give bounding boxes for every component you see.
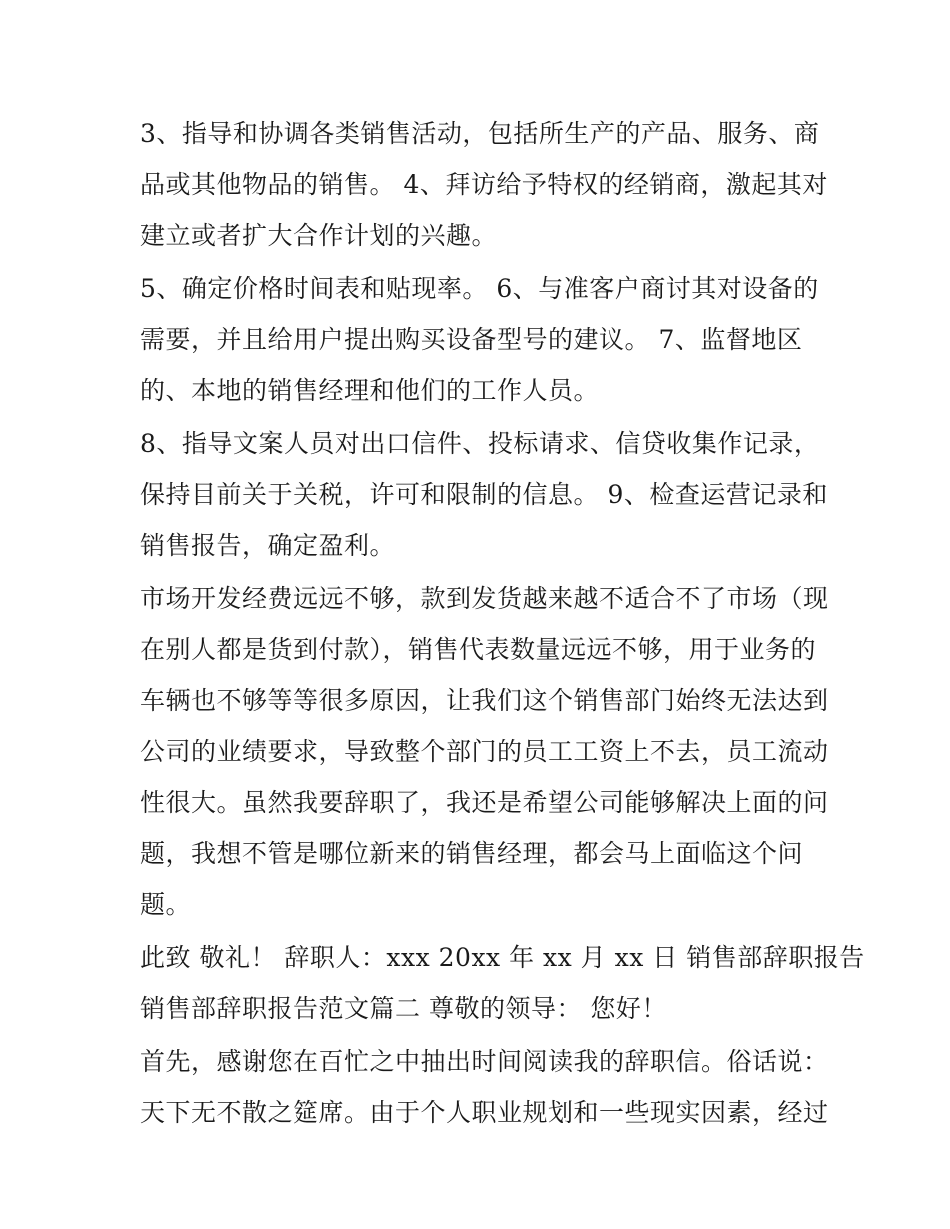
text-line: 的、本地的销售经理和他们的工作人员。 [140, 376, 600, 405]
document-body [140, 108, 865, 1138]
text-line: 题，我想不管是哪位新来的销售经理，都会马上面临这个问 [140, 839, 804, 868]
text-line: 在别人都是货到付款），销售代表数量远远不够，用于业务的 [140, 635, 817, 664]
text-line: 5、确定价格时间表和贴现率。 6、与准客户商讨其对设备的 [140, 274, 819, 303]
text-line: 性很大。虽然我要辞职了，我还是希望公司能够解决上面的问 [140, 788, 829, 817]
paragraph-second-letter-intro [140, 1036, 829, 1138]
text-line: 此致 敬礼！ 辞职人：xxx 20xx 年 xx 月 xx 日 销售部辞职报告 [140, 943, 865, 972]
text-line: 公司的业绩要求，导致整个部门的员工工资上不去，员工流动 [140, 737, 829, 766]
text-line: 题。 [140, 890, 192, 919]
paragraph-duties-8-9 [140, 418, 828, 571]
text-line: 品或其他物品的销售。 4、拜访给予特权的经销商，激起其对 [140, 170, 828, 199]
paragraph-reasons [140, 573, 829, 930]
text-line: 车辆也不够等等很多原因，让我们这个销售部门始终无法达到 [140, 686, 829, 715]
text-line: 保持目前关于关税，许可和限制的信息。 9、检查运营记录和 [140, 480, 828, 509]
text-line: 3、指导和协调各类销售活动，包括所生产的产品、服务、商 [140, 119, 820, 148]
text-line: 建立或者扩大合作计划的兴趣。 [140, 221, 498, 250]
text-line: 市场开发经费远远不够，款到发货越来越不适合不了市场（现 [140, 584, 829, 613]
text-line: 需要，并且给用户提出购买设备型号的建议。 7、监督地区 [140, 325, 803, 354]
text-line: 首先，感谢您在百忙之中抽出时间阅读我的辞职信。俗话说： [140, 1047, 829, 1076]
paragraph-duties-5-7 [140, 263, 820, 416]
text-line: 天下无不散之筵席。由于个人职业规划和一些现实因素，经过 [140, 1098, 829, 1127]
paragraph-duties-3-4 [140, 108, 828, 261]
text-line: 8、指导文案人员对出口信件、投标请求、信贷收集作记录， [140, 429, 820, 458]
text-line: 销售报告，确定盈利。 [140, 531, 396, 560]
text-line: 销售部辞职报告范文篇二 尊敬的领导： 您好！ [140, 994, 667, 1023]
paragraph-closing [140, 932, 865, 1034]
